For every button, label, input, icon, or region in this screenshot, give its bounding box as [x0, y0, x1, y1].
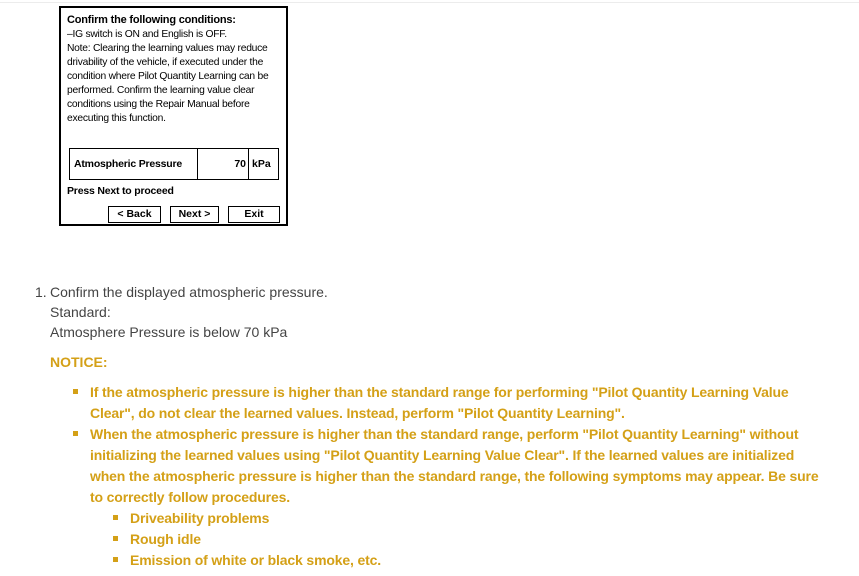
notice-title: NOTICE: [50, 354, 108, 370]
back-button: < Back [108, 206, 161, 223]
bullet-icon [113, 515, 118, 520]
pressure-label: Atmospheric Pressure [74, 158, 183, 170]
notice-item-1-line: Clear", do not clear the learned values. Instead, perform "Pilot Quantity Learning". [90, 405, 625, 421]
notice-item-1-line: If the atmospheric pressure is higher than the standard range for performing "Pilot Quantity Learning Value [90, 384, 789, 400]
dialog-line: –IG switch is ON and English is OFF. [67, 29, 227, 40]
symptom-item: Driveability problems [130, 510, 270, 526]
dialog-title: Confirm the following conditions: [67, 14, 236, 26]
exit-button: Exit [228, 206, 280, 223]
pressure-readout [69, 148, 279, 180]
symptom-item: Emission of white or black smoke, etc. [130, 552, 382, 568]
pressure-unit: kPa [252, 158, 271, 170]
bullet-icon [73, 431, 78, 436]
divider [248, 149, 249, 179]
step-number: 1. [35, 284, 47, 300]
symptom-item: Rough idle [130, 531, 201, 547]
proceed-text: Press Next to proceed [67, 185, 174, 197]
dialog-line: drivability of the vehicle, if executed under the [67, 57, 264, 68]
pressure-value: 70 [234, 158, 246, 170]
notice-item-2-line: to correctly follow procedures. [90, 489, 290, 505]
standard-label: Standard: [50, 304, 111, 320]
bullet-icon [73, 389, 78, 394]
top-divider [0, 2, 859, 3]
notice-item-2-line: When the atmospheric pressure is higher than the standard range, perform "Pilot Quantity Learning" without [90, 426, 799, 442]
dialog-line: performed. Confirm the learning value clear [67, 85, 255, 96]
bullet-icon [113, 557, 118, 562]
step-text: Confirm the displayed atmospheric pressure. [50, 284, 328, 300]
dialog-line: condition where Pilot Quantity Learning can be [67, 71, 269, 82]
notice-item-2-line: initializing the learned values using "Pilot Quantity Learning Value Clear". If the learned values are initialized [90, 447, 795, 463]
dialog-line: conditions using the Repair Manual before [67, 99, 250, 110]
dialog-line: executing this function. [67, 113, 166, 124]
notice-item-2-line: when the atmospheric pressure is higher than the standard range, the following symptoms may appear. Be sure [90, 468, 819, 484]
bullet-icon [113, 536, 118, 541]
next-button: Next > [170, 206, 219, 223]
standard-value: Atmosphere Pressure is below 70 kPa [50, 324, 288, 340]
dialog-line: Note: Clearing the learning values may reduce [67, 43, 268, 54]
scan-tool-dialog-figure [59, 6, 288, 226]
